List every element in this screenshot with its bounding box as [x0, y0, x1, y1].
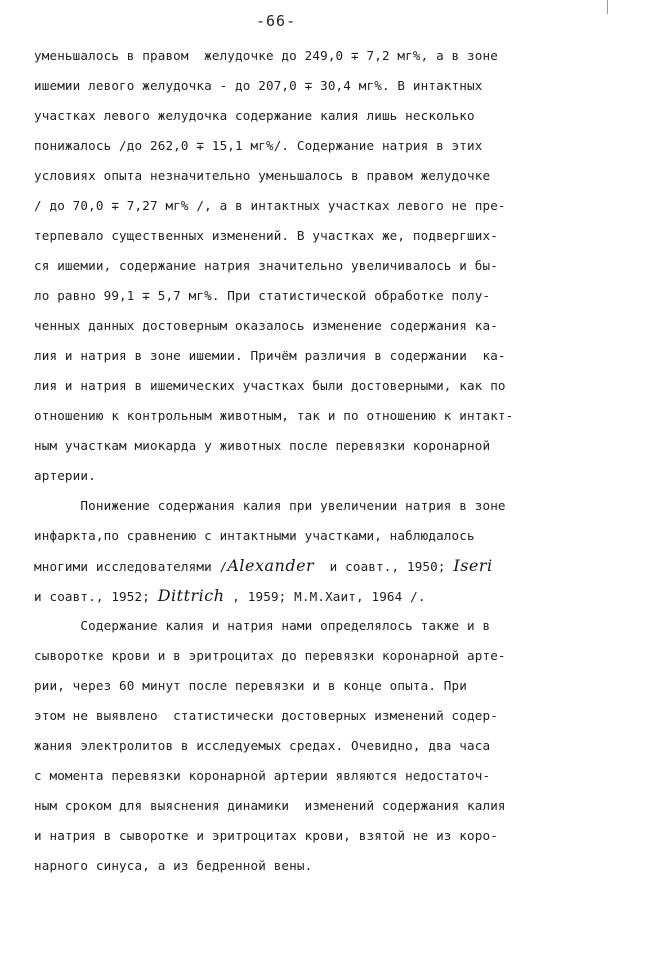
typed-text-segment: терпевало существенных изменений. В участках же, подвергших-	[34, 228, 498, 243]
typed-text-segment: и соавт., 1950;	[314, 559, 454, 574]
typed-text-segment: рии, через 60 минут после перевязки и в конце опыта. При	[34, 678, 467, 693]
typed-text-segment: с момента перевязки коронарной артерии являются недостаточ-	[34, 768, 491, 783]
text-line	[34, 791, 624, 821]
text-line	[34, 281, 624, 311]
typed-text-segment: понижалось /до 262,0 ∓ 15,1 мг%/. Содержание натрия в этих	[34, 138, 483, 153]
typed-text-segment: лия и натрия в зоне ишемии. Причём различия в содержании ка-	[34, 348, 506, 363]
text-line	[34, 41, 624, 71]
text-line	[34, 371, 624, 401]
typed-text-segment: нарного синуса, а из бедренной вены.	[34, 858, 313, 873]
handwritten-author-name: Iseri	[453, 556, 493, 575]
typed-text-segment: ным участкам миокарда у животных после перевязки коронарной	[34, 438, 491, 453]
typed-text-segment: и соавт., 1952;	[34, 589, 158, 604]
text-line	[34, 251, 624, 281]
text-line	[34, 851, 624, 881]
typed-text-segment: многими исследователями /	[34, 559, 228, 574]
typed-text-segment: / до 70,0 ∓ 7,27 мг% /, а в интактных участках левого не пре-	[34, 198, 506, 213]
text-line	[34, 431, 624, 461]
scan-edge-mark	[607, 0, 608, 14]
typed-text-segment: жания электролитов в исследуемых средах. Очевидно, два часа	[34, 738, 491, 753]
text-line	[34, 671, 624, 701]
text-line	[34, 131, 624, 161]
typed-text-segment: участках левого желудочка содержание калия лишь несколько	[34, 108, 475, 123]
typed-text-segment: уменьшалось в правом желудочке до 249,0 ∓ 7,2 мг%, а в зоне	[34, 48, 498, 63]
text-line	[34, 491, 624, 521]
typed-text-segment: отношению к контрольным животным, так и по отношению к интакт-	[34, 408, 514, 423]
typed-text-segment: условиях опыта незначительно уменьшалось в правом желудочке	[34, 168, 491, 183]
text-line	[34, 641, 624, 671]
typed-text-segment: инфаркта,по сравнению с интактными участками, наблюдалось	[34, 528, 475, 543]
page-number: -66-	[256, 12, 297, 30]
typed-text-segment: лия и натрия в ишемических участках были достоверными, как по	[34, 378, 506, 393]
text-line	[34, 101, 624, 131]
typed-text-segment: ченных данных достоверным оказалось изменение содержания ка-	[34, 318, 498, 333]
typed-text-segment: и натрия в сыворотке и эритроцитах крови, взятой не из коро-	[34, 828, 498, 843]
text-line	[34, 221, 624, 251]
typed-text-segment: ишемии левого желудочка - до 207,0 ∓ 30,4 мг%. В интактных	[34, 78, 483, 93]
typed-text-segment: этом не выявлено статистически достоверных изменений содер-	[34, 708, 498, 723]
handwritten-author-name: Alexander	[227, 556, 315, 575]
typed-text-segment: Содержание калия и натрия нами определялось также и в	[34, 618, 491, 633]
text-line	[34, 551, 624, 581]
text-line	[34, 401, 624, 431]
typed-text-segment: артерии.	[34, 468, 96, 483]
text-line	[34, 341, 624, 371]
text-line	[34, 761, 624, 791]
text-line	[34, 191, 624, 221]
typed-text-segment: ло равно 99,1 ∓ 5,7 мг%. При статистической обработке полу-	[34, 288, 491, 303]
handwritten-author-name: Dittrich	[157, 586, 225, 605]
text-line	[34, 71, 624, 101]
typed-text-segment: ся ишемии, содержание натрия значительно увеличивалось и бы-	[34, 258, 498, 273]
typed-text-segment: сыворотке крови и в эритроцитах до перевязки коронарной арте-	[34, 648, 506, 663]
typed-text-segment: Понижение содержания калия при увеличении натрия в зоне	[34, 498, 506, 513]
typed-text-segment: , 1959; М.М.Хаит, 1964 /.	[224, 589, 426, 604]
text-line	[34, 311, 624, 341]
text-line	[34, 611, 624, 641]
text-line	[34, 521, 624, 551]
text-line	[34, 581, 624, 611]
text-line	[34, 701, 624, 731]
text-line	[34, 821, 624, 851]
text-line	[34, 731, 624, 761]
text-line	[34, 461, 624, 491]
text-line	[34, 161, 624, 191]
typed-text-body	[34, 41, 624, 881]
typed-text-segment: ным сроком для выяснения динамики изменений содержания калия	[34, 798, 506, 813]
